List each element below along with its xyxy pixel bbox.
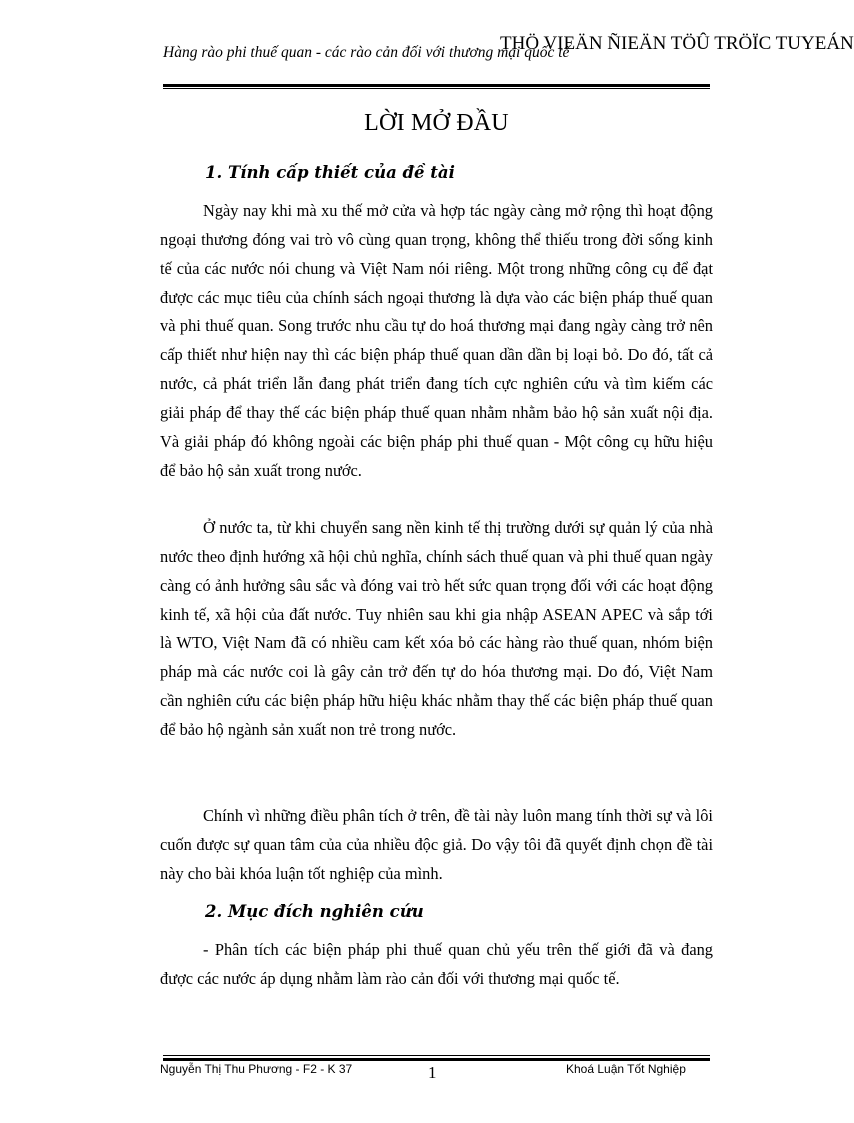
paragraph-2: Ở nước ta, từ khi chuyển sang nền kinh tế thị trường dưới sự quản lý của nhà nước theo định hướng xã hội chủ nghĩa, chính sách thuế quan và phi thuế quan ngày càng có ảnh hưởng sâu sắc và đóng vai trò hết sức quan trọng đối với các hoạt động kinh tế, xã hội của đất nước. Tuy nhiên sau khi gia nhập ASEAN APEC và sắp tới là WTO, Việt Nam đã có nhiều cam kết xóa bỏ các hàng rào thuế quan, nhóm biện pháp mà các nước coi là gây cản trở đến tự do hóa thương mại. Do đó, Việt Nam cần nghiên cứu các biện pháp hữu hiệu khác nhằm thay thế các biện pháp thuế quan để bảo hộ ngành sản xuất non trẻ trong nước.	[160, 518, 713, 739]
paragraph-3: Chính vì những điều phân tích ở trên, đề tài này luôn mang tính thời sự và lôi cuốn được sự quan tâm của của nhiều độc giả. Do vậy tôi đã quyết định chọn đề tài này cho bài khóa luận tốt nghiệp của mình.	[160, 806, 713, 883]
footer-rule-thin	[163, 1055, 710, 1056]
footer-author: Nguyễn Thị Thu Phương - F2 - K 37	[160, 1062, 353, 1076]
paragraph-1: Ngày nay khi mà xu thế mở cửa và hợp tác ngày càng mở rộng thì hoạt động ngoại thương đóng vai trò vô cùng quan trọng, không thể thiếu trong đời sống kinh tế của các nước nói chung và Việt Nam nói riêng. Một trong những công cụ để đạt được các mục tiêu của chính sách ngoại thương là dựa vào các biện pháp thuế quan và phi thuế quan. Song trước nhu cầu tự do hoá thương mại đang ngày càng trở nên cấp thiết như hiện nay thì các biện pháp thuế quan dần dần bị loại bỏ. Do đó, tất cả nước, cả phát triển lẫn đang phát triển đang tích cực nghiên cứu và tìm kiếm các giải pháp để thay thế các biện pháp thuế quan nhằm nhằm bảo hộ sản xuất nội địa. Và giải pháp đó không ngoài các biện pháp phi thuế quan - Một công cụ hữu hiệu để bảo hộ sản xuất trong nước.	[160, 201, 713, 480]
header-rule-thin	[163, 88, 710, 89]
page-title: LỜI MỞ ĐẦU	[364, 110, 509, 136]
footer-rule-thick	[163, 1058, 710, 1061]
section-heading-1: 1. Tính cấp thiết của đề tài	[205, 163, 455, 182]
header-brand: THÖ VIEÄN ÑIEÄN TÖÛ TRÖÏC TUYEÁN	[500, 33, 854, 54]
footer-doc-type: Khoá Luận Tốt Nghiệp	[566, 1062, 686, 1076]
header-rule-thick	[163, 84, 710, 87]
section-heading-2: 2. Mục đích nghiên cứu	[205, 902, 424, 921]
header-subtitle: Hàng rào phi thuế quan - các rào cản đối với thương mại quốc tế	[163, 44, 570, 61]
paragraph-4: - Phân tích các biện pháp phi thuế quan chủ yếu trên thế giới đã và đang được các nước áp dụng nhằm làm rào cản đối với thương mại quốc tế.	[160, 940, 713, 988]
footer-page-number: 1	[428, 1063, 437, 1082]
